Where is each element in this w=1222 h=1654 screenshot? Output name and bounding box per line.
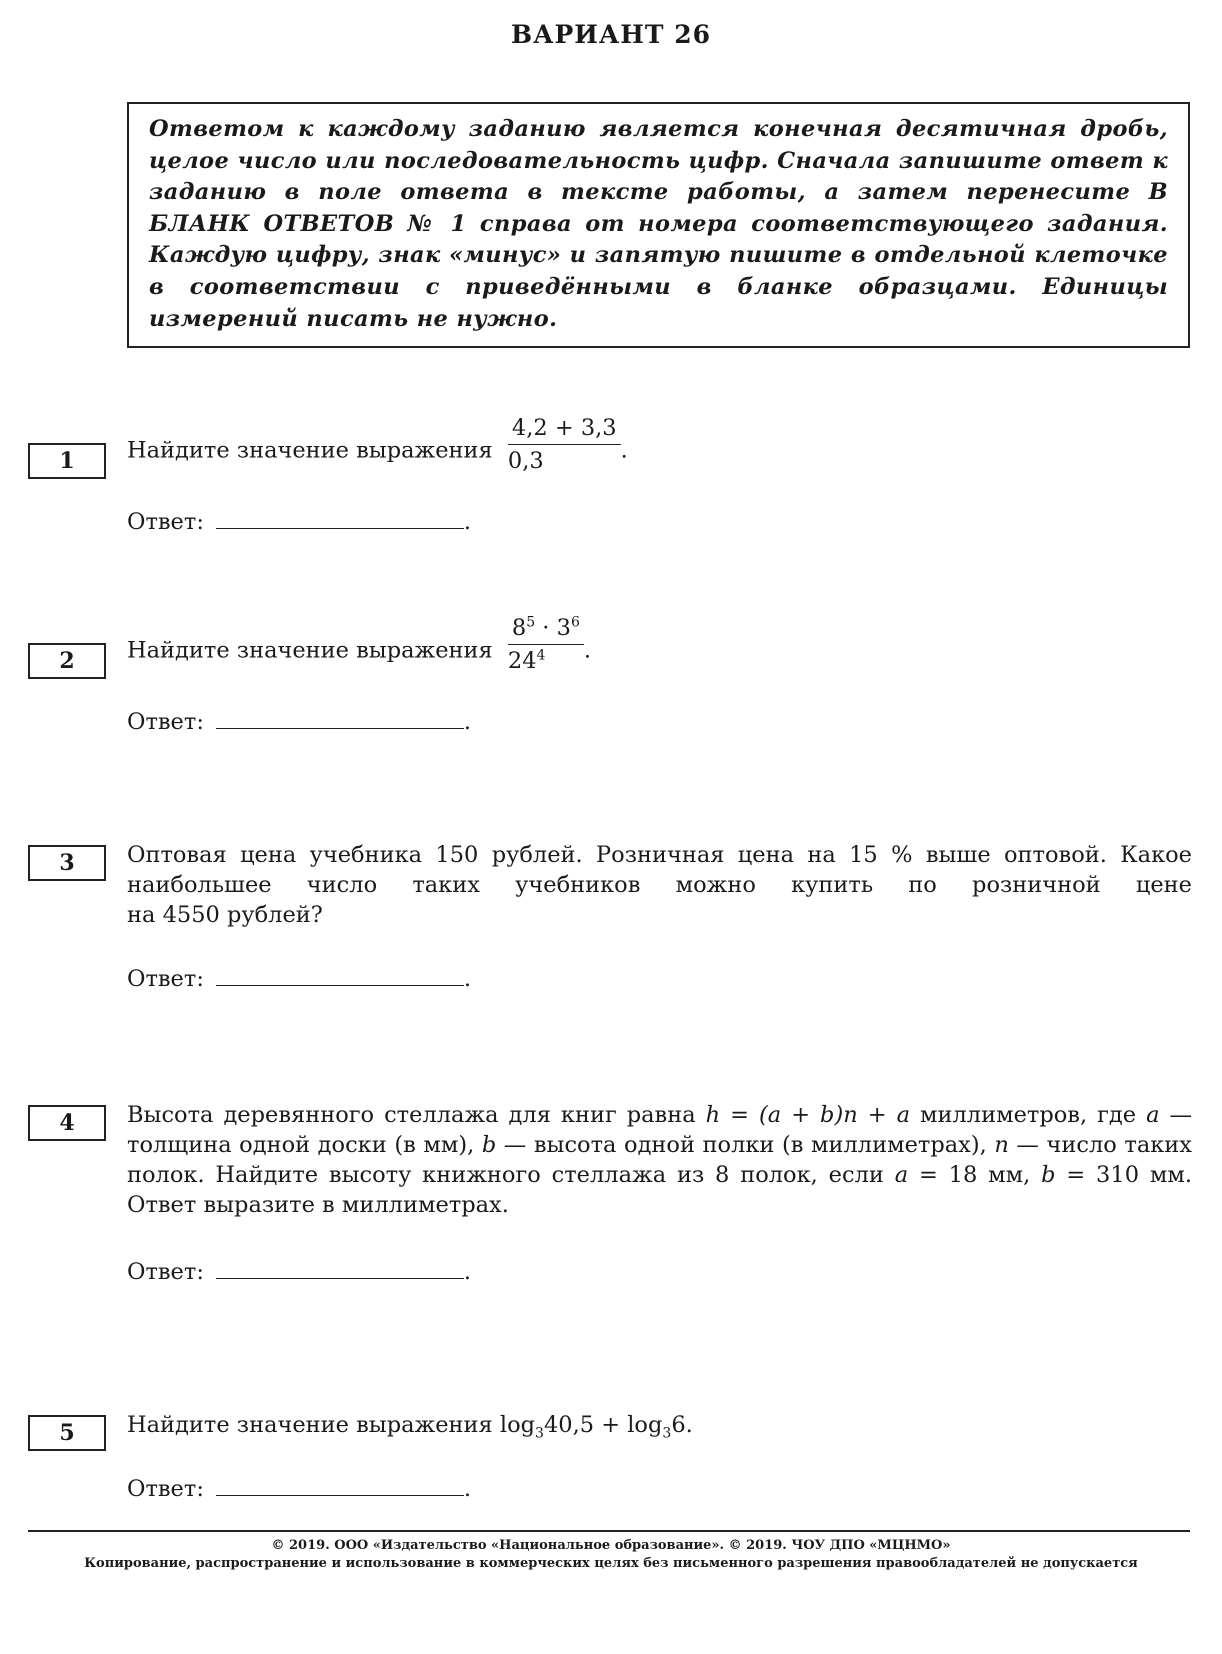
answer-row: Ответ: . [127,709,472,735]
task-text-line-3: на 4550 рублей? [127,902,323,928]
task-prompt: Найдите значение выражения [127,1412,493,1438]
answer-label: Ответ: [127,709,204,735]
fraction-numerator: 4,2 + 3,3 [508,414,621,445]
formula: h = (a + b)n + a [705,1102,910,1128]
footer-divider [28,1530,1190,1532]
instructions-text: Ответом к каждому заданию является конечная десятичная дробь, целое число или последовательность цифр. Сначала запишите ответ к заданию в поле ответа в тексте работы, а затем перенесите В БЛАНК ОТВЕТОВ № 1 справа от номера соответствующего задания. Каждую цифру, знак «минус» и запятую пишите в отдельной клеточке в соответствии с приведёнными в бланке образцами. Единицы измерений писать не нужно. [149,116,1168,332]
task-text: Найдите значение выражения $\frac{4,2 + 3,3}{0,3}$ . [127,415,628,474]
footer-notice: Копирование, распространение и использование в коммерческих целях без письменного разрешения правообладателей не допускается [84,1556,1138,1571]
fraction-numerator: $8^5 \cdot 3^6$ [508,614,584,645]
task-text-lines-1-2: Оптовая цена учебника 150 рублей. Розничная цена на 15 % выше оптовой. Какое наибольшее число таких учебников можно купить по розничной цене [127,842,1192,898]
task-number: 4 [28,1105,106,1141]
task-text [127,1410,1192,1440]
answer-label: Ответ: [127,1476,204,1502]
fraction [508,414,621,475]
task-prompt: Найдите значение выражения [127,437,493,464]
answer-row: Ответ: . [127,966,472,992]
fraction [508,614,584,675]
answer-label: Ответ: [127,1259,204,1285]
task-number: 3 [28,845,106,881]
task-number: 1 [28,443,106,479]
task-text: Найдите значение выражения $\frac{8^5 \cdot 3^6}{24^4}$ . [127,614,592,674]
answer-label: Ответ: [127,966,204,992]
fraction-denominator: $24^4$ [507,647,546,674]
instructions-box [127,102,1190,348]
fraction-denominator: 0,3 [507,448,544,474]
task-number: 2 [28,643,106,679]
answer-row: Ответ: . [127,509,472,535]
task-number: 5 [28,1415,106,1451]
answer-row: Ответ: . [127,1259,472,1285]
page-title: ВАРИАНТ 26 [511,20,711,49]
log-expression: $\log_340,5 + \log_36$. [499,1412,693,1442]
answer-field[interactable] [216,1475,464,1496]
task-prompt: Найдите значение выражения [127,637,493,664]
answer-field[interactable] [216,1258,464,1279]
task-text: Высота деревянного стеллажа для книг равна h = (a + b)n + a миллиметров, где a — толщина одной доски (в мм), b — высота одной полки (в миллиметрах), n — число таких полок. Найдите высоту книжного стеллажа из 8 полок, если a = 18 мм, b = 310 мм. Ответ выразите в миллиметрах. [127,1102,1193,1218]
answer-field[interactable] [216,965,464,986]
answer-field[interactable] [216,508,464,529]
answer-row: Ответ: . [127,1476,472,1502]
footer-copyright: © 2019. ООО «Издательство «Национальное образование». © 2019. ЧОУ ДПО «МЦНМО» [271,1538,951,1553]
answer-field[interactable] [216,708,464,729]
answer-label: Ответ: [127,509,204,535]
